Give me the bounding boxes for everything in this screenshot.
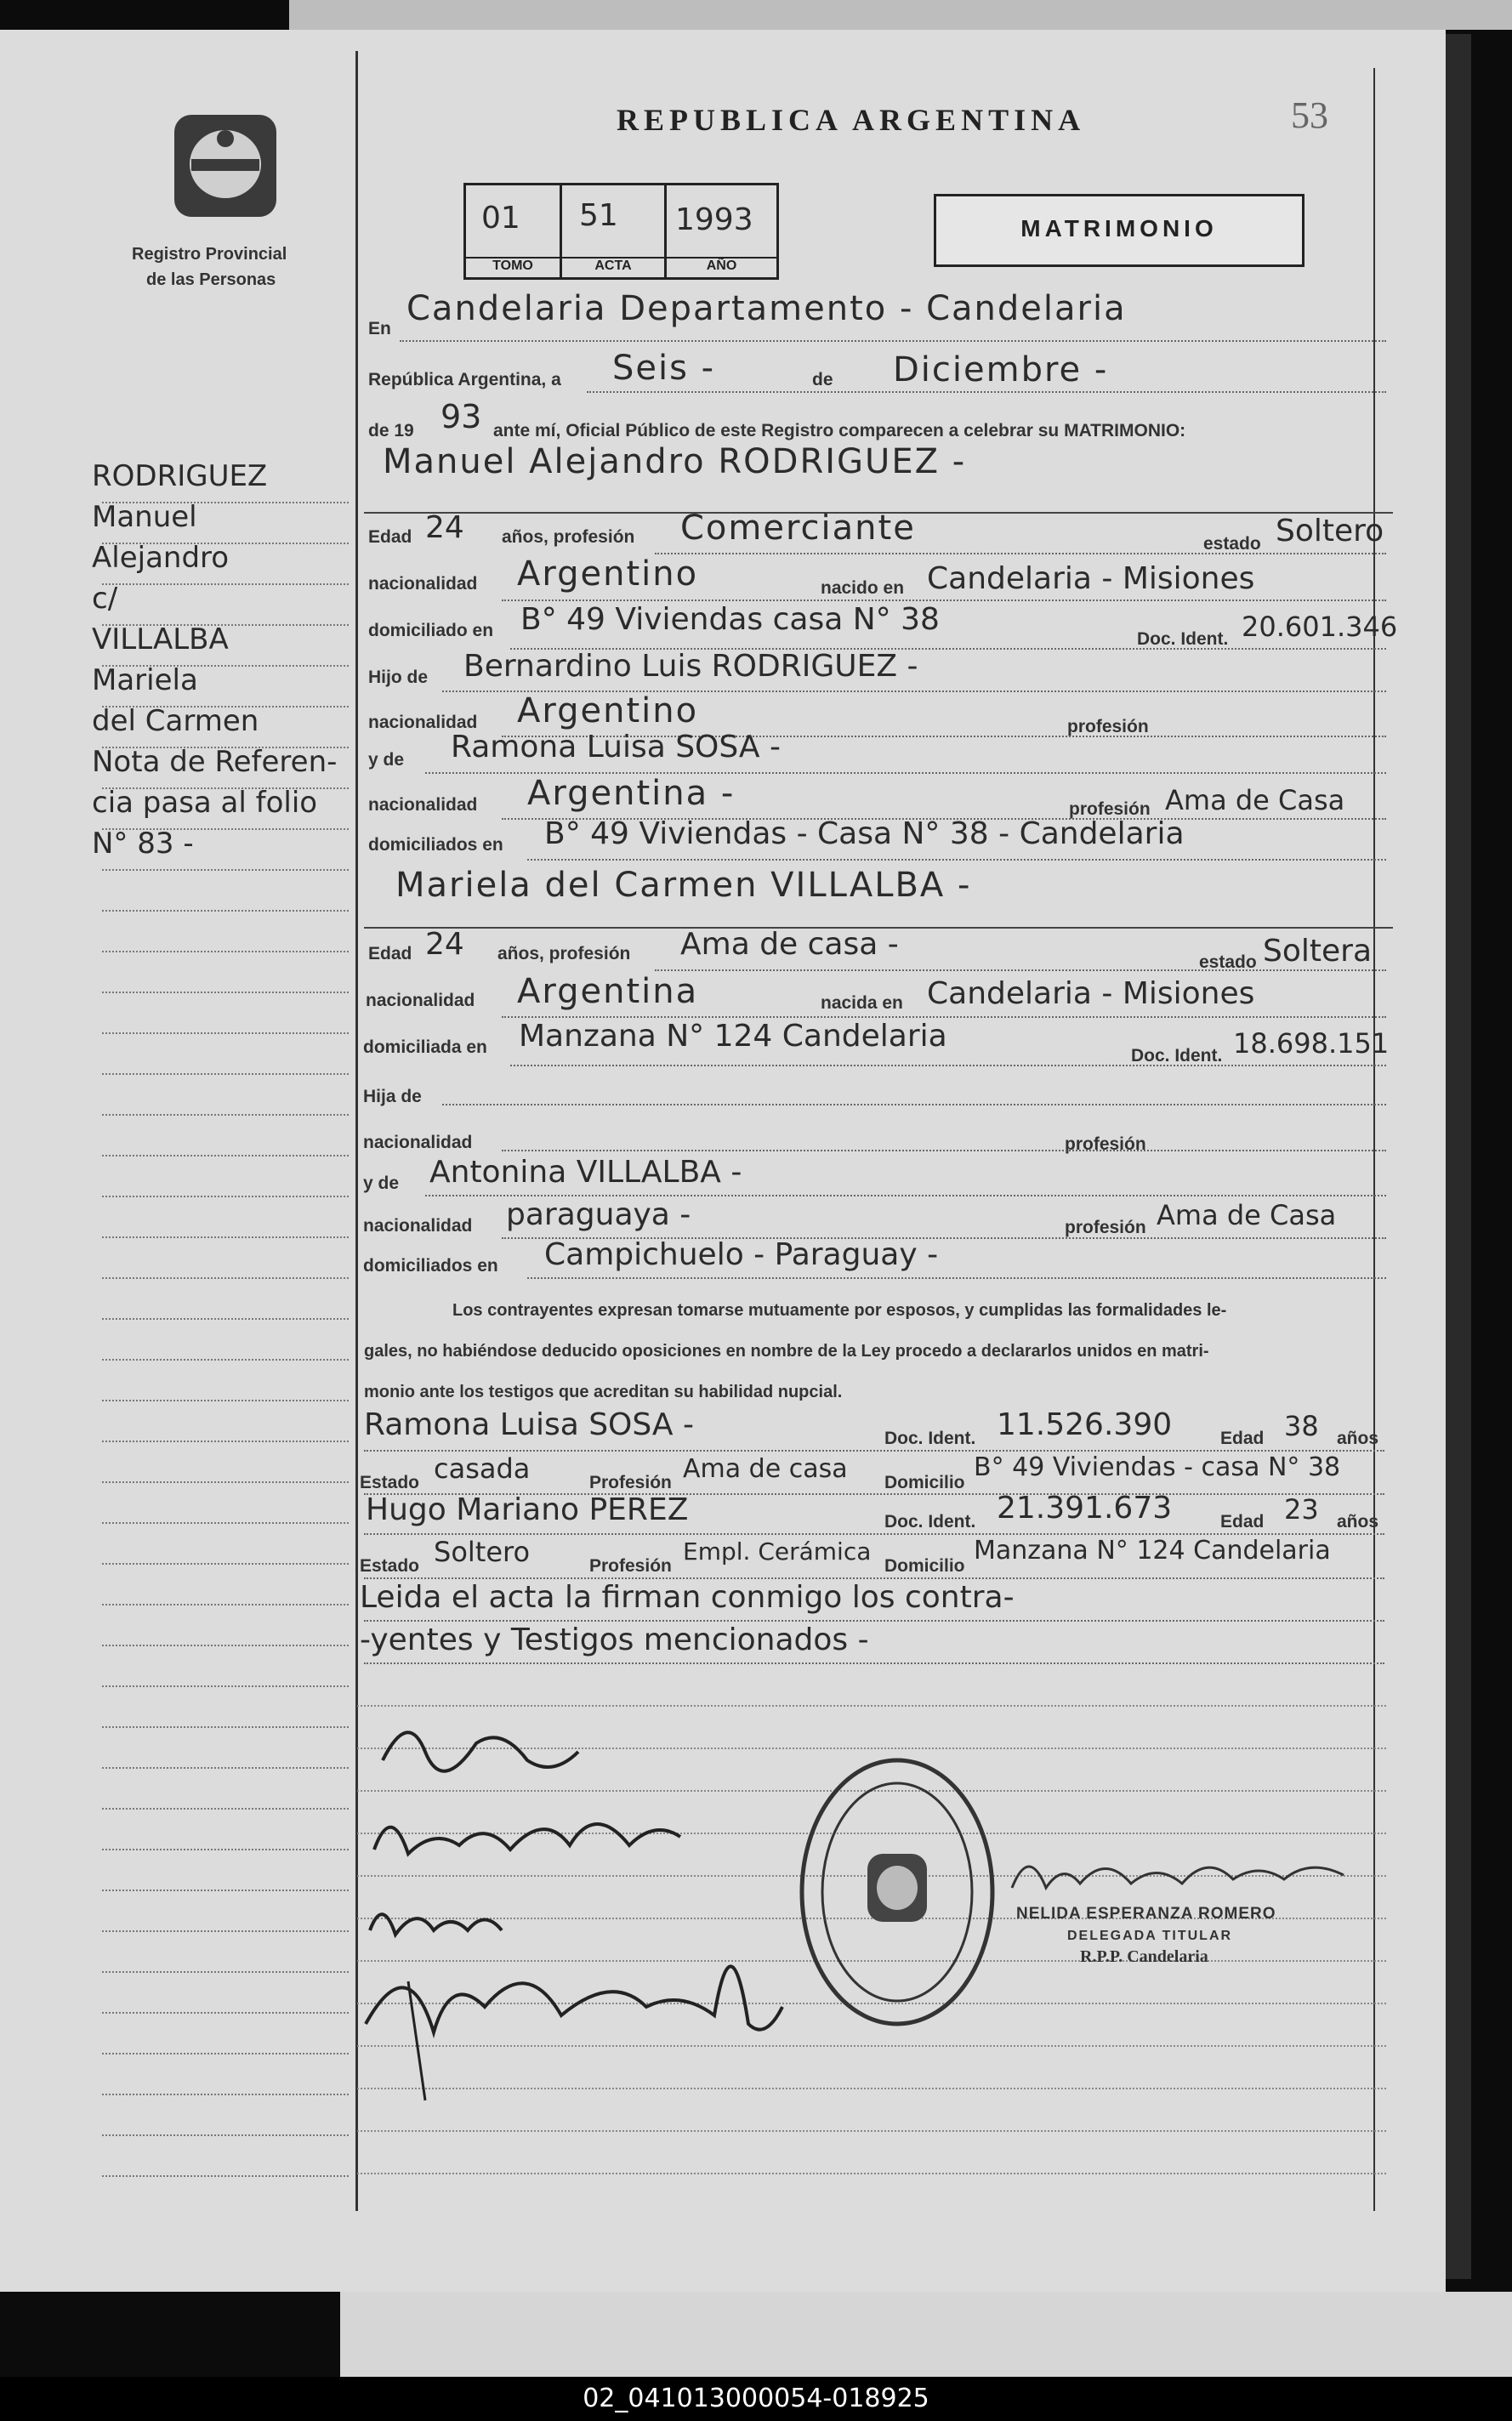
margin-rule <box>102 706 349 708</box>
margin-rule <box>102 665 349 667</box>
witness-2-edad-label: Edad <box>1220 1512 1265 1532</box>
margin-rule <box>102 1196 349 1197</box>
bride-profesion: Ama de casa - <box>680 927 899 962</box>
bride-nacida-label: nacida en <box>821 993 903 1013</box>
bride-name: Mariela del Carmen VILLALBA - <box>395 866 972 905</box>
witness-2-estado-label: Estado <box>360 1556 420 1576</box>
officer-signature <box>1003 1837 1361 1905</box>
margin-rule <box>102 1685 349 1687</box>
groom-father-nac: Argentino <box>517 691 699 730</box>
margin-rule <box>102 2012 349 2014</box>
year-prefix: de 19 <box>368 421 414 440</box>
signatures <box>357 1701 799 2109</box>
margin-rule <box>102 828 349 830</box>
day-value: Seis - <box>612 349 716 388</box>
closing-rule-1 <box>364 1620 1384 1622</box>
margin-note-line: Nota de Referen- <box>92 745 338 779</box>
margin-rule <box>102 2053 349 2054</box>
margin-note-line: c/ <box>92 582 118 616</box>
witness-2-anos-label: años <box>1337 1512 1379 1532</box>
groom-father: Bernardino Luis RODRIGUEZ - <box>463 649 918 684</box>
bride-edad: 24 <box>425 927 464 962</box>
bride-dom-label: domiciliada en <box>363 1037 487 1057</box>
margin-rule <box>102 1236 349 1238</box>
tomo-value: 01 <box>481 201 520 236</box>
witness-2-estado: Soltero <box>434 1536 531 1568</box>
groom-name: Manuel Alejandro RODRIGUEZ - <box>383 442 967 481</box>
bride-profesion-label: años, profesión <box>497 944 631 963</box>
margin-note-line: Alejandro <box>92 541 230 575</box>
groom-edad-label: Edad <box>368 527 412 547</box>
margin-rule <box>102 1890 349 1891</box>
intro-statement: ante mí, Oficial Público de este Registro comparecen a celebrar su MATRIMONIO: <box>493 421 1186 440</box>
bride-yde-label: y de <box>363 1174 400 1193</box>
closing-rule-2 <box>364 1662 1384 1664</box>
margin-rule <box>102 1155 349 1157</box>
witness-1-edad-label: Edad <box>1220 1429 1265 1448</box>
page-number: 53 <box>1291 94 1328 136</box>
bride-parents-dom: Campichuelo - Paraguay - <box>544 1237 939 1272</box>
record-type-box <box>934 194 1305 267</box>
bride-estado-label: estado <box>1199 952 1257 972</box>
bride-line-1 <box>655 969 1386 971</box>
registry-line-2: de las Personas <box>146 270 276 289</box>
margin-rule <box>102 1604 349 1605</box>
coat-of-arms-icon <box>166 106 285 225</box>
margin-rule <box>102 2134 349 2136</box>
groom-mother-nac: Argentina - <box>527 774 736 813</box>
ano-label: AÑO <box>667 257 776 274</box>
margin-rule <box>102 583 349 585</box>
witness-1-estado: casada <box>434 1452 531 1485</box>
tomo-label: TOMO <box>466 257 560 274</box>
groom-estado-label: estado <box>1203 534 1261 554</box>
groom-line-2 <box>502 600 1386 601</box>
margin-rule <box>102 1441 349 1442</box>
record-type: MATRIMONIO <box>1020 215 1218 242</box>
margin-rule <box>102 1318 349 1320</box>
book-binding-edge <box>1446 34 1471 2279</box>
margin-rule <box>102 1359 349 1361</box>
bride-father-nac-label: nacionalidad <box>363 1133 473 1152</box>
place-value: Candelaria Departamento - Candelaria <box>406 289 1127 328</box>
groom-mother-prof: Ama de Casa <box>1165 784 1345 816</box>
margin-note-line: RODRIGUEZ <box>92 459 268 493</box>
witness-1-edad: 38 <box>1284 1410 1319 1442</box>
witness-2-edad: 23 <box>1284 1493 1319 1526</box>
groom-father-nac-label: nacionalidad <box>368 713 478 732</box>
bride-line-8 <box>527 1277 1386 1279</box>
groom-estado: Soltero <box>1276 514 1384 548</box>
margin-rule <box>102 951 349 952</box>
signature-2 <box>374 1824 680 1854</box>
margin-rule <box>102 1400 349 1401</box>
margin-rule <box>102 1767 349 1769</box>
bride-estado: Soltera <box>1263 934 1373 969</box>
margin-rule <box>102 1971 349 1973</box>
witness-1-dom-label: Domicilio <box>884 1473 965 1492</box>
witness-1-dom: B° 49 Viviendas - casa N° 38 <box>974 1452 1341 1482</box>
bride-hija-label: Hija de <box>363 1087 422 1106</box>
bride-parents-dom-label: domiciliados en <box>363 1256 498 1276</box>
closing-line-2: -yentes y Testigos mencionados - <box>360 1623 869 1657</box>
groom-line-1 <box>655 553 1386 554</box>
signature-3 <box>370 1914 502 1935</box>
bride-nacionalidad: Argentina <box>517 972 699 1011</box>
margin-rule <box>102 624 349 626</box>
margin-rule <box>102 869 349 871</box>
groom-nacido: Candelaria - Misiones <box>927 561 1255 596</box>
groom-mother: Ramona Luisa SOSA - <box>451 730 781 764</box>
right-border-line <box>1373 68 1375 2211</box>
bride-nac-label: nacionalidad <box>366 991 475 1010</box>
bride-domicilio: Manzana N° 124 Candelaria <box>519 1019 947 1054</box>
year-suffix: 93 <box>441 398 482 435</box>
groom-doc-label: Doc. Ident. <box>1137 629 1229 649</box>
bride-doc: 18.698.151 <box>1233 1027 1390 1060</box>
image-id-footer: 02_041013000054-018925 <box>0 2377 1512 2421</box>
ano-cell <box>667 185 776 277</box>
witness-1-line-1 <box>364 1450 1384 1452</box>
margin-rule <box>102 1808 349 1810</box>
groom-nac-label: nacionalidad <box>368 574 478 594</box>
witness-1-doc: 11.526.390 <box>997 1407 1173 1442</box>
groom-domicilio: B° 49 Viviendas casa N° 38 <box>520 602 940 637</box>
signature-4-stroke <box>408 1981 425 2100</box>
bride-mother-prof: Ama de Casa <box>1157 1199 1337 1231</box>
groom-dom-label: domiciliado en <box>368 621 494 640</box>
groom-mother-nac-label: nacionalidad <box>368 795 478 815</box>
declaration-line-1: Los contrayentes expresan tomarse mutuamente por esposos, y cumplidas las formalidades le- <box>452 1301 1227 1320</box>
margin-note-line: del Carmen <box>92 704 259 738</box>
margin-rule <box>102 1563 349 1565</box>
date-line <box>587 391 1386 393</box>
margin-note-line: N° 83 - <box>92 827 194 861</box>
declaration-line-2: gales, no habiéndose deducido oposiciones en nombre de la Ley procedo a declararlos unidos en matri- <box>364 1342 1209 1361</box>
margin-rule <box>102 1114 349 1116</box>
place-line <box>400 340 1386 342</box>
margin-rule <box>102 502 349 503</box>
witness-2-doc: 21.391.673 <box>997 1491 1173 1526</box>
witness-2-doc-label: Doc. Ident. <box>884 1512 976 1532</box>
witness-1-anos-label: años <box>1337 1429 1379 1448</box>
margin-note-line: VILLALBA <box>92 622 229 656</box>
margin-rule <box>102 1032 349 1034</box>
acta-value: 51 <box>579 198 618 233</box>
de-label: de <box>812 370 833 389</box>
signature-rule <box>357 2130 1386 2132</box>
margin-note-line: Mariela <box>92 663 198 697</box>
groom-parents-dom-label: domiciliados en <box>368 835 503 855</box>
bride-mother-nac: paraguaya - <box>506 1197 691 1232</box>
registry-line-1: Registro Provincial <box>132 245 287 264</box>
margin-rule <box>102 1522 349 1524</box>
margin-note-line: Manuel <box>92 500 197 534</box>
background-bottom-strip <box>340 2292 1512 2377</box>
margin-rule <box>102 1277 349 1279</box>
witness-1-estado-label: Estado <box>360 1473 420 1492</box>
margin-rule <box>102 543 349 544</box>
month-value: Diciembre - <box>893 350 1109 389</box>
signature-4 <box>366 1966 782 2032</box>
witness-2-name: Hugo Mariano PEREZ <box>366 1492 689 1527</box>
groom-nacido-label: nacido en <box>821 578 905 598</box>
acta-label: ACTA <box>562 257 664 274</box>
bride-line-5 <box>502 1150 1386 1151</box>
ano-value: 1993 <box>675 202 753 237</box>
bride-edad-label: Edad <box>368 944 412 963</box>
officer-title: DELEGADA TITULAR <box>1067 1929 1233 1943</box>
margin-rule <box>102 1930 349 1932</box>
bride-line-6 <box>425 1195 1386 1196</box>
signature-1 <box>383 1732 578 1770</box>
bride-line-3 <box>510 1065 1386 1066</box>
bride-line-4 <box>442 1104 1386 1105</box>
groom-profesion-label: años, profesión <box>502 527 635 547</box>
witness-1-prof-label: Profesión <box>589 1473 672 1492</box>
witness-1-name: Ramona Luisa SOSA - <box>364 1407 694 1442</box>
margin-rule <box>102 787 349 789</box>
groom-profesion: Comerciante <box>680 509 916 548</box>
margin-rule <box>102 1073 349 1075</box>
margin-rule <box>102 1645 349 1646</box>
bride-mother: Antonina VILLALBA - <box>429 1155 742 1190</box>
margin-rule <box>102 1849 349 1850</box>
witness-2-prof-label: Profesión <box>589 1556 672 1576</box>
groom-hijo-label: Hijo de <box>368 668 429 687</box>
officer-name: NELIDA ESPERANZA ROMERO <box>1016 1905 1276 1923</box>
declaration-line-3: monio ante los testigos que acreditan su habilidad nupcial. <box>364 1383 843 1401</box>
groom-father-prof-label: profesión <box>1067 717 1149 736</box>
groom-nacionalidad: Argentino <box>517 554 699 594</box>
bride-doc-label: Doc. Ident. <box>1131 1046 1223 1066</box>
witness-2-line-1 <box>364 1533 1384 1535</box>
margin-rule <box>102 910 349 912</box>
background-top-strip <box>289 0 1512 30</box>
republica-label: República Argentina, a <box>368 370 561 389</box>
registry-seal-icon <box>795 1752 999 2032</box>
margin-rule <box>102 747 349 748</box>
acta-cell <box>562 185 667 277</box>
groom-parents-dom: B° 49 Viviendas - Casa N° 38 - Candelaria <box>544 816 1185 851</box>
tomo-cell <box>466 185 562 277</box>
margin-rule <box>102 1481 349 1483</box>
record-number-box <box>463 183 779 280</box>
groom-edad: 24 <box>425 510 464 545</box>
bride-father-prof-label: profesión <box>1065 1134 1146 1154</box>
margin-rule <box>102 2175 349 2177</box>
margin-rule <box>102 992 349 993</box>
margin-note-line: cia pasa al folio <box>92 786 318 820</box>
groom-mother-prof-label: profesión <box>1069 799 1151 819</box>
en-label: En <box>368 319 391 338</box>
witness-1-doc-label: Doc. Ident. <box>884 1429 976 1448</box>
bride-nacida: Candelaria - Misiones <box>927 976 1255 1011</box>
country-title: REPUBLICA ARGENTINA <box>617 103 1086 137</box>
signature-rule <box>357 2173 1386 2174</box>
officer-office: R.P.P. Candelaria <box>1080 1947 1208 1966</box>
groom-doc: 20.601.346 <box>1242 611 1398 643</box>
groom-line-8 <box>527 859 1386 861</box>
closing-line-1: Leida el acta la firman conmigo los contra- <box>360 1580 1015 1615</box>
witness-2-dom: Manzana N° 124 Candelaria <box>974 1536 1331 1566</box>
bride-mother-nac-label: nacionalidad <box>363 1216 473 1236</box>
witness-2-dom-label: Domicilio <box>884 1556 965 1576</box>
witness-2-prof: Empl. Cerámica <box>683 1537 872 1566</box>
bride-line-2 <box>502 1016 1386 1018</box>
witness-2-line-2 <box>364 1577 1384 1579</box>
margin-rule <box>102 2094 349 2095</box>
margin-rule <box>102 1726 349 1728</box>
bride-mother-prof-label: profesión <box>1065 1218 1146 1237</box>
groom-yde-label: y de <box>368 750 405 770</box>
witness-1-prof: Ama de casa <box>683 1454 848 1484</box>
